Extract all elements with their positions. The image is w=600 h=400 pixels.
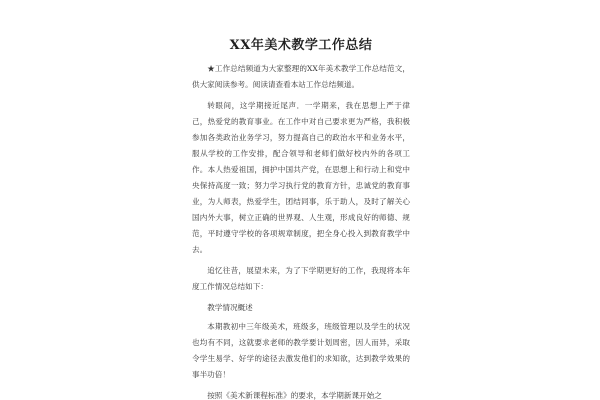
document-body (192, 34, 410, 400)
section-heading: 教学情况概述 (207, 303, 253, 312)
document-title: XX年美术教学工作总结 (229, 38, 373, 53)
body-paragraph: 按照《美术新课程标准》的要求，本学期新课开始之 (207, 391, 382, 400)
body-paragraph: 转眼间，这学期接近尾声．一学期来，我在思想上严于律己，热爱党的教育事业。在工作中对自己要求更为严格，我积极参加各类政治业务学习，努力提高自己的政治水平和业务水平，服从学校的工作安排，配合领导和老师们做好校内外的各项工作。本人热爱祖国，拥护中国共产党，在思想上和行动上和党中央保持高度一致；努力学习执行党的教育方针，忠诚党的教育事业，为人师表，热爱学生，团结同事，乐于助人，及时了解关心国内外大事，树立正确的世界观、人生观，形成良好的师德、规范，平时遵守学校的各项规章制度，把全身心投入到教育教学中去。 (192, 101, 410, 254)
intro-paragraph: ★工作总结频道为大家整理的XX年美术教学工作总结范文，供大家阅读参考。阅读请查看本站工作总结频道。 (192, 64, 410, 89)
body-paragraph: 追忆往昔，展望未来，为了下学期更好的工作，我现将本年度工作情况总结如下： (192, 266, 410, 291)
body-paragraph: 本期教初中三年级美术，班级多，班级管理以及学生的状况也均有不同，这就要求老师的教学要计划周密，因人而异，采取令学生易学、好学的途径去激发他们的求知欲，达到教学效果的事半功倍！ (192, 322, 410, 379)
